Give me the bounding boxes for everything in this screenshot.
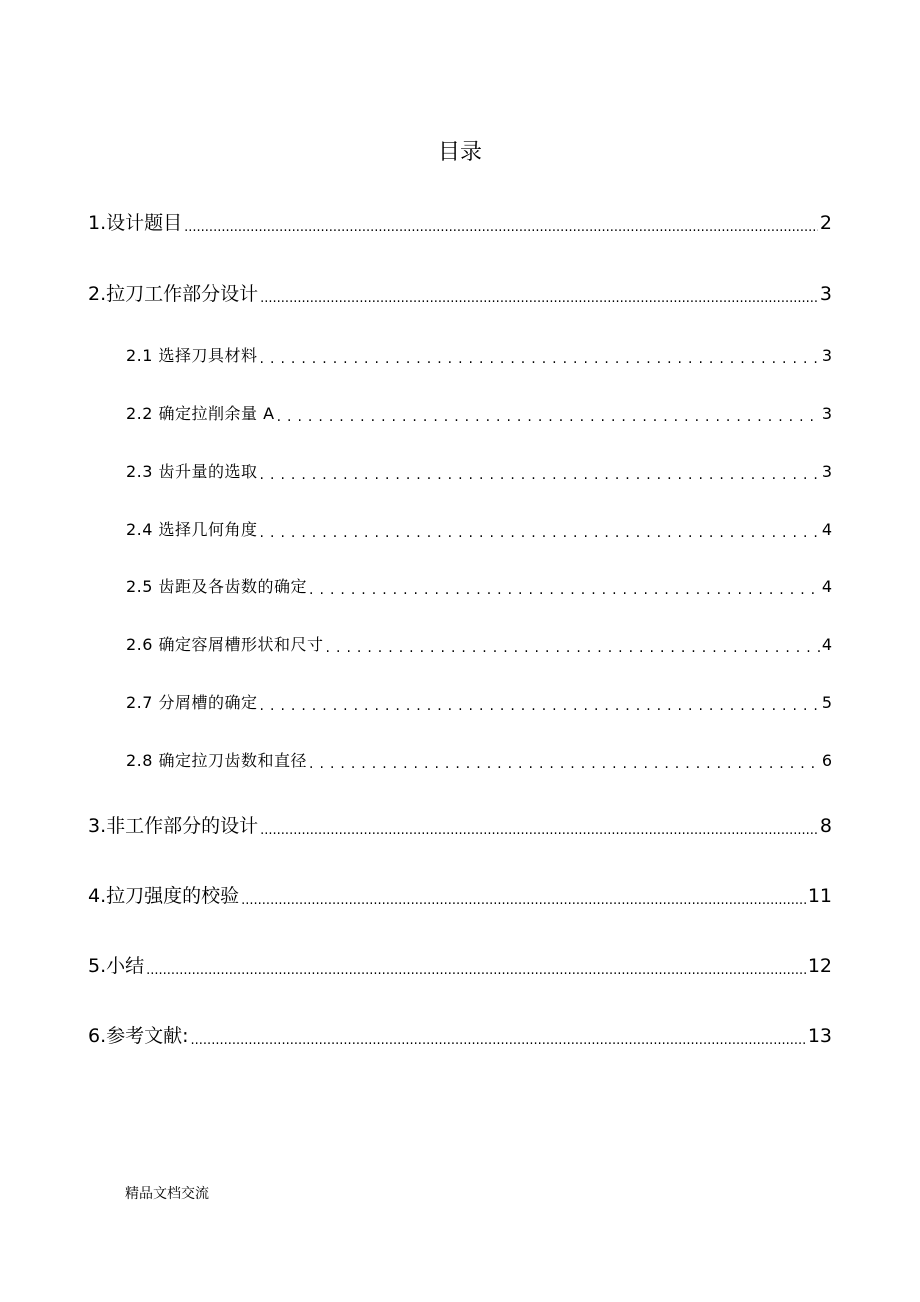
toc-entry-label: 2.4 选择几何角度 <box>126 520 258 539</box>
toc-entry-page: 12 <box>807 955 832 977</box>
toc-entry-page: 13 <box>807 1025 832 1047</box>
toc-leader-dots <box>146 963 806 979</box>
toc-entry-label: 6.参考文献: <box>88 1025 189 1047</box>
toc-entry[interactable] <box>88 953 832 979</box>
toc-entry-label: 2.2 确定拉削余量 A <box>126 404 275 423</box>
toc-entry[interactable] <box>88 1023 832 1049</box>
toc-entry[interactable] <box>88 813 832 839</box>
toc-subentry[interactable] <box>126 576 832 598</box>
toc-entry[interactable] <box>88 883 832 909</box>
toc-leader-dots <box>260 467 820 483</box>
toc-leader-dots <box>260 351 820 367</box>
toc-entry-page: 11 <box>807 885 832 907</box>
toc-leader-dots <box>241 893 806 909</box>
toc-entry-page: 8 <box>819 815 832 837</box>
toc-subentry[interactable] <box>126 519 832 541</box>
toc-leader-dots <box>260 823 818 839</box>
toc-entry-page: 5 <box>821 693 832 712</box>
toc-entry-page: 3 <box>821 346 832 365</box>
toc-leader-dots <box>326 640 820 656</box>
toc-entry-label: 4.拉刀强度的校验 <box>88 885 240 907</box>
toc-leader-dots <box>184 220 818 236</box>
toc-entry[interactable] <box>88 281 832 307</box>
toc-entry-page: 4 <box>821 520 832 539</box>
toc-leader-dots <box>260 698 820 714</box>
toc-subentry[interactable] <box>126 750 832 772</box>
toc-leader-dots <box>277 409 820 425</box>
toc-entry-label: 2.5 齿距及各齿数的确定 <box>126 577 308 596</box>
toc-leader-dots <box>191 1033 806 1049</box>
toc-entry-page: 3 <box>821 404 832 423</box>
toc-entry-label: 2.7 分屑槽的确定 <box>126 693 258 712</box>
toc-leader-dots <box>309 756 820 772</box>
toc-entry-page: 3 <box>821 462 832 481</box>
toc-subentry[interactable] <box>126 634 832 656</box>
toc-subentry[interactable] <box>126 692 832 714</box>
toc-leader-dots <box>309 582 820 598</box>
toc-entry-page: 4 <box>821 635 832 654</box>
toc-entry-label: 2.3 齿升量的选取 <box>126 462 258 481</box>
toc-entry-label: 2.拉刀工作部分设计 <box>88 283 259 305</box>
toc-entry-page: 2 <box>819 212 832 234</box>
toc-entry-page: 4 <box>821 577 832 596</box>
toc-leader-dots <box>260 291 818 307</box>
toc-entry-page: 6 <box>821 751 832 770</box>
toc-entry-label: 2.6 确定容屑槽形状和尺寸 <box>126 635 324 654</box>
toc-title: 目录 <box>437 140 482 165</box>
toc-subentry[interactable] <box>126 403 832 425</box>
footer-watermark-text: 精品文档交流 <box>125 1186 209 1202</box>
toc-entry-page: 3 <box>819 283 832 305</box>
toc-leader-dots <box>260 525 820 541</box>
toc-entry-label: 3.非工作部分的设计 <box>88 815 259 837</box>
toc-entry-label: 1.设计题目 <box>88 212 183 234</box>
toc-entry-label: 2.1 选择刀具材料 <box>126 346 258 365</box>
toc-entry-label: 2.8 确定拉刀齿数和直径 <box>126 751 308 770</box>
toc-entry[interactable] <box>88 210 832 236</box>
toc-subentry[interactable] <box>126 345 832 367</box>
toc-entry-label: 5.小结 <box>88 955 145 977</box>
toc-subentry[interactable] <box>126 461 832 483</box>
